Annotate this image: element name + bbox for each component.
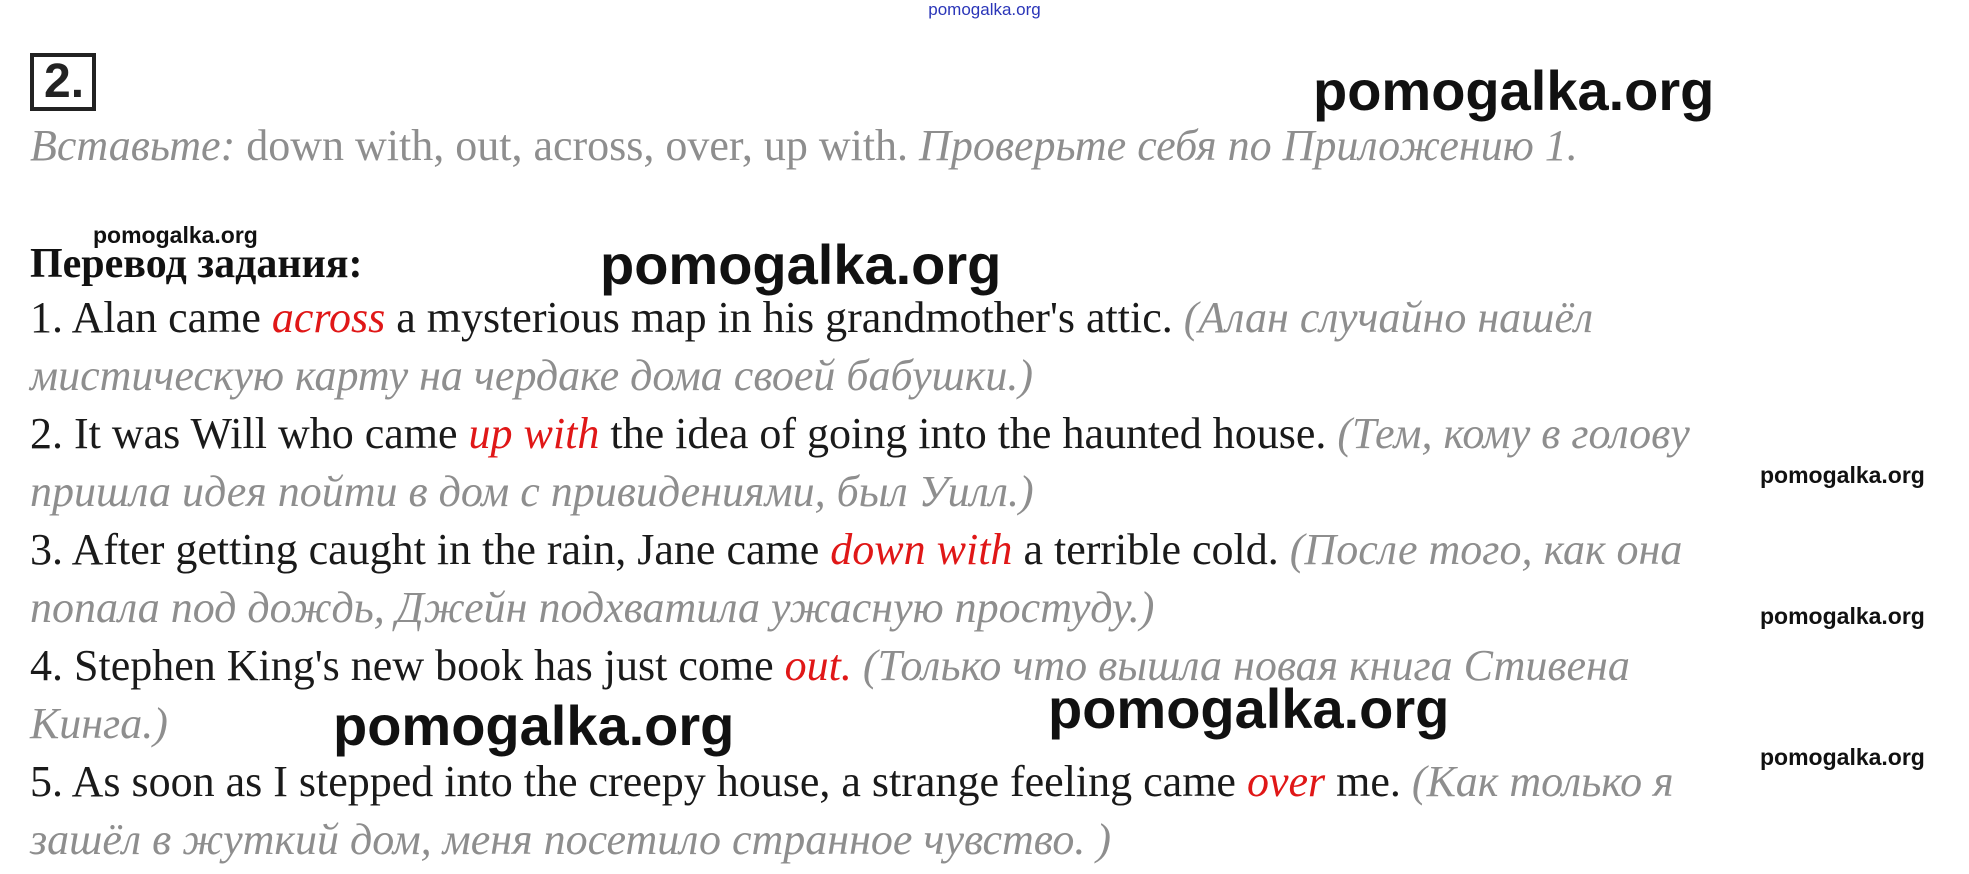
top-watermark: pomogalka.org: [928, 0, 1041, 19]
sentence-1-line-2: мистическую карту на чердаке дома своей бабушки.): [30, 351, 1034, 400]
sentence-5-line-1: [30, 756, 1674, 807]
sentence-text: me.: [1325, 757, 1401, 806]
answer-word: out.: [784, 641, 852, 690]
watermark: pomogalka.org: [600, 233, 1002, 296]
translation-text: (Тем, кому в голову: [1326, 409, 1690, 458]
sentence-text: It was Will who came: [63, 409, 469, 458]
translation-text: (Алан случайно нашёл: [1172, 293, 1594, 342]
sentence-5-line-2: зашёл в жуткий дом, меня посетило странное чувство. ): [30, 815, 1111, 864]
watermark: pomogalka.org: [1760, 744, 1925, 770]
task-number-box: 2.: [30, 53, 96, 111]
translation-text: (Как только я: [1400, 757, 1674, 806]
translation-heading: Перевод задания:: [30, 241, 363, 287]
sentence-number: 2.: [30, 409, 63, 458]
sentence-text: Alan came: [63, 293, 272, 342]
answer-word: over: [1246, 757, 1326, 806]
watermark: pomogalka.org: [93, 222, 258, 248]
sentence-1-line-1: [30, 292, 1593, 343]
instruction-line: [30, 120, 1578, 171]
watermark: pomogalka.org: [1760, 603, 1925, 629]
instruction-suffix: Проверьте себя по Приложению 1.: [919, 121, 1578, 170]
sentence-text: a mysterious map in his grandmother's attic.: [385, 293, 1173, 342]
sentence-text: After getting caught in the rain, Jane came: [63, 525, 831, 574]
sentence-text: As soon as I stepped into the creepy house, a strange feeling came: [63, 757, 1247, 806]
sentence-number: 4.: [30, 641, 63, 690]
sentence-4-line-2: Кинга.): [30, 699, 168, 748]
sentence-number: 5.: [30, 757, 63, 806]
sentence-2-line-1: [30, 408, 1690, 459]
translation-text: (Только что вышла новая книга Стивена: [851, 641, 1630, 690]
translation-text: (После того, как она: [1278, 525, 1683, 574]
sentence-number: 3.: [30, 525, 63, 574]
watermark: pomogalka.org: [1313, 59, 1715, 122]
sentence-3-line-2: попала под дождь, Джейн подхватила ужасную простуду.): [30, 583, 1155, 632]
answer-word: across: [271, 293, 386, 342]
sentence-text: the idea of going into the haunted house.: [599, 409, 1327, 458]
instruction-words: down with, out, across, over, up with.: [235, 121, 920, 170]
sentence-text: a terrible cold.: [1012, 525, 1279, 574]
sentence-2-line-2: пришла идея пойти в дом с привидениями, был Уилл.): [30, 467, 1034, 516]
instruction-prefix: Вставьте:: [30, 121, 236, 170]
watermark: pomogalka.org: [1760, 462, 1925, 488]
sentence-number: 1.: [30, 293, 63, 342]
sentence-3-line-1: [30, 524, 1682, 575]
sentence-text: Stephen King's new book has just come: [63, 641, 785, 690]
answer-word: up with: [468, 409, 600, 458]
answer-word: down with: [830, 525, 1013, 574]
watermark: pomogalka.org: [1048, 677, 1450, 740]
watermark: pomogalka.org: [333, 694, 735, 757]
